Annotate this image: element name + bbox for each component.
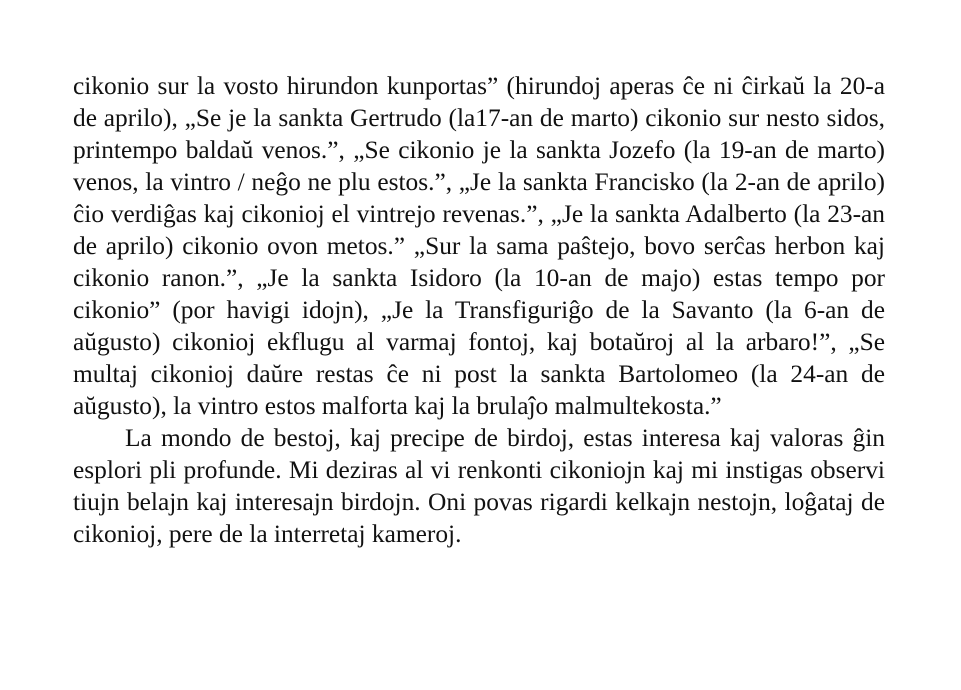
paragraph-storks-proverbs: cikonio sur la vosto hirundon kunportas” (hirundoj aperas ĉe ni ĉirkaŭ la 20-a de aprilo), „Se je la sankta Gertrudo (la17-an de marto) cikonio sur nesto sidos, printempo baldaŭ venos.”, „Se cikonio je la sankta Jozefo (la 19-an de marto) venos, la vintro / neĝo ne plu estos.”, „Je la sankta Francisko (la 2-an de aprilo) ĉio verdiĝas kaj cikonioj el vintrejo revenas.”, „Je la sankta Adalberto (la 23-an de aprilo) cikonio ovon metos.” „Sur la sama paŝtejo, bovo serĉas herbon kaj cikonio ranon.”, „Je la sankta Isidoro (la 10-an de majo) estas tempo por cikonio” (por havigi idojn), „Je la Transfiguriĝo de la Savanto (la 6-an de aŭgusto) cikonioj ekflugu al varmaj fontoj, kaj botaŭroj al la arbaro!”, „Se multaj cikonioj daŭre restas ĉe ni post la sankta Bartolomeo (la 24-an de aŭgusto), la vintro estos malforta kaj la brulaĵo malmultekosta.” — [73, 72, 885, 420]
paragraph-birds-world: La mondo de bestoj, kaj precipe de birdoj, estas interesa kaj valoras ĝin esplori pli profunde. Mi deziras al vi renkonti cikoniojn kaj mi instigas observi tiujn belajn kaj interesajn birdojn. Oni povas rigardi kelkajn nestojn, loĝataj de cikonioj, pere de la interretaj kameroj. — [73, 424, 885, 548]
document-page — [73, 70, 885, 550]
